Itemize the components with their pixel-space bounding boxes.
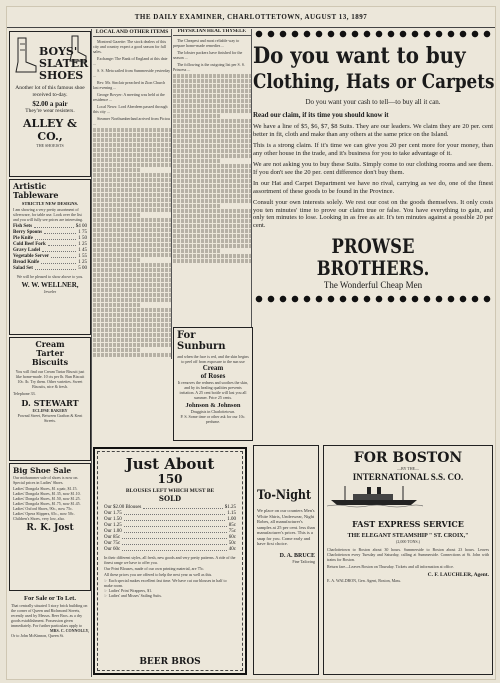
- tableware-item-name: Berry Spoons: [13, 230, 43, 235]
- sunburn-title: [177, 330, 249, 352]
- blouse-price: $1.25: [224, 505, 236, 510]
- illegible-text-line: [93, 308, 171, 312]
- leader-dots: [48, 242, 76, 246]
- illegible-text-line: [93, 193, 171, 197]
- illegible-text-line: [93, 128, 171, 132]
- sale-item: Ladies' Opera Slippers, 65c., now 50c.: [13, 511, 75, 516]
- illegible-text-line: [93, 293, 171, 297]
- newspaper-page: [6, 6, 496, 680]
- boston-body2: Return fare—Leaves Boston on Thursday. Tickets and all information at office.: [327, 564, 454, 569]
- boys-ad-line1: BOYS': [39, 45, 78, 58]
- for-sale-addr: Or to John McKinnon, Queen St.: [11, 633, 64, 638]
- illegible-text-line: [173, 134, 251, 138]
- tonight-body: We place on our counters Men's White Shirts, Underwear, Night Robes, all manufacturer's samples at 25 per cent. less than manufacturer's prices. This is a snap for you. Come early and have first choice.: [257, 508, 315, 546]
- illegible-text-line: [93, 303, 140, 307]
- tonight-title: To-Night: [257, 488, 312, 503]
- blouse-special-item: ☞ Each special makes excellent fast time. We have cut our blouses in half to make room.: [104, 578, 227, 588]
- illegible-text-line: [173, 94, 251, 98]
- sale-item: Ladies' Oxford Shoes, 90c., now 75c.: [13, 506, 73, 511]
- physician-heading: PHYSICIAN HEAL THYSELF.: [173, 29, 251, 36]
- cream-body: You will find our Cream Tartar Biscuit just like home-made. 10 cts per lb. Bun Biscuit 10c. lb. Try them. Other varieties. Sweet Biscuits, nice & fresh.: [15, 369, 85, 389]
- illegible-text-line: [93, 273, 171, 277]
- sunburn-body: It removes the redness and soothes the skin, and by its healing qualities prevents irritation. A 25 cent bottle will last you all summer. Price 25 cents.: [177, 380, 249, 400]
- blouse-price: 75c: [228, 529, 236, 534]
- prowse-ad: [253, 29, 493, 437]
- illegible-text-line: [93, 258, 140, 262]
- tonight-firm: D. A. BRUCE: [279, 552, 315, 559]
- illegible-text-line: [93, 158, 171, 162]
- illegible-text-line: [173, 119, 251, 123]
- article-paragraph: S. S. Meta sailed from Summerside yesterday ...: [93, 68, 171, 78]
- illegible-text-line: [93, 278, 171, 282]
- tableware-closing: We will be pleased to show above to you.: [16, 274, 84, 279]
- illegible-text-line: [93, 343, 171, 347]
- sale-firm: R. K. Jost: [26, 523, 74, 533]
- sunburn-product-1: Cream: [202, 364, 224, 372]
- cream-address: Pownal Street, Between Grafton & Kent Streets.: [17, 413, 83, 423]
- tableware-item-price: 1 45: [78, 248, 87, 253]
- prowse-headline-2: Clothing, Hats or Carpets: [253, 69, 495, 93]
- illegible-text-line: [173, 144, 251, 148]
- illegible-text-line: [93, 178, 171, 182]
- leader-dots: [34, 224, 74, 228]
- tableware-item-price: 1 50: [78, 236, 87, 241]
- tableware-item-price: $4 00: [75, 224, 87, 229]
- ornament-dots-bottom: [253, 294, 493, 304]
- boys-ad-line3: SHOES: [39, 69, 84, 82]
- illegible-text-line: [93, 298, 171, 302]
- illegible-text-line: [93, 268, 171, 272]
- tableware-title: [13, 182, 87, 200]
- boys-ad-firm: ALLEY & CO.,: [22, 117, 77, 143]
- illegible-text-line: [173, 114, 220, 118]
- blouse-price: 60c: [228, 535, 236, 540]
- local-items-text: [93, 39, 171, 126]
- blouse-label: Our 1.50: [104, 517, 122, 522]
- illegible-text-line: [173, 259, 251, 263]
- illegible-text-line: [93, 328, 171, 332]
- illegible-text-line: [173, 179, 251, 183]
- illegible-text-line: [173, 159, 220, 163]
- boys-ad-body: Another lot of this famous shoe received to-day.: [15, 85, 85, 98]
- illegible-text-line: [93, 313, 171, 317]
- cream-title-2: Tarter: [36, 348, 64, 358]
- physician-filler: [173, 74, 251, 263]
- blouse-special-item: ☞ Ladies' Print Wrappers, $1.: [104, 588, 153, 593]
- illegible-text-line: [173, 149, 251, 153]
- illegible-text-line: [173, 239, 251, 243]
- illegible-text-line: [173, 104, 251, 108]
- boston-tons: (2,000 TONS.): [396, 539, 420, 544]
- illegible-text-line: [93, 243, 171, 247]
- illegible-text-line: [173, 254, 251, 258]
- blouse-price: 85c: [228, 523, 236, 528]
- sunburn-product: [177, 364, 249, 380]
- blouse-price: 1.15: [227, 511, 236, 516]
- cream-firm2: ECLIPSE BAKERY: [32, 408, 68, 413]
- prowse-headline-1: Do you want to buy: [253, 43, 466, 69]
- tableware-role: Jeweler: [43, 289, 57, 294]
- boys-ad-note: They're wear resisters.: [25, 108, 75, 114]
- cream-firm: D. STEWART: [21, 398, 79, 408]
- tonight-ad: [253, 445, 319, 675]
- boston-by: —BY THE—: [396, 466, 420, 471]
- illegible-text-line: [173, 199, 251, 203]
- article-paragraph: Local News: Lord Aberdeen passed through this city ...: [93, 104, 168, 114]
- tableware-item-price: 1 75: [78, 230, 87, 235]
- illegible-text-line: [173, 169, 251, 173]
- for-sale-title: For Sale or To Let.: [24, 595, 76, 602]
- column-physician: [173, 29, 252, 329]
- sunburn-title-1: For: [177, 330, 196, 341]
- illegible-text-line: [93, 348, 140, 352]
- big-shoe-sale-ad: [9, 463, 91, 591]
- prowse-claim: Read our claim, if its time you should know it: [253, 111, 389, 119]
- leader-dots: [42, 248, 76, 252]
- blouse-label: Our 85c: [104, 535, 121, 540]
- illegible-text-line: [173, 234, 251, 238]
- boston-company: INTERNATIONAL S.S. CO.: [352, 472, 464, 482]
- tableware-price-list: [13, 224, 87, 272]
- leader-dots: [51, 254, 76, 258]
- illegible-text-line: [93, 213, 140, 217]
- tableware-item-price: 5 00: [78, 266, 87, 271]
- illegible-text-line: [173, 214, 251, 218]
- boston-body: Charlottetown to Boston about 30 hours. Summerside to Boston about 23 hours. Leaves Charlottetown every Tuesday and Saturday, calling at Summerside. Connections at St. John with trains for Boston.: [327, 547, 489, 562]
- illegible-text-line: [173, 189, 251, 193]
- article-paragraph: Steamer Northumberland arrived from Pictou ...: [93, 116, 170, 126]
- for-sale-body: That centrally situated 3 story brick building on the corner of Queen and Richmond Streets, recently used by Messrs. Beer Bros. as a dry goods establishment. Possession given immediately. For further particulars apply to: [11, 603, 88, 628]
- sale-title: Big Shoe Sale: [13, 466, 72, 475]
- prowse-para-3: We are not asking you to buy these Suits. Simply come to our clothing rooms and see them. If you don't see the 20 per. cent difference don't buy them.: [253, 161, 493, 176]
- cream-phone: Telephone 33.: [13, 391, 36, 396]
- tableware-item: [13, 266, 87, 272]
- tableware-item-name: Cold Beef Fork: [13, 242, 46, 247]
- illegible-text-line: [93, 228, 171, 232]
- illegible-text-line: [93, 238, 171, 242]
- illegible-text-line: [93, 323, 171, 327]
- sale-item: Ladies' Dongola Shoes, $1 a pair, $1.15.: [13, 486, 78, 491]
- prowse-question: Do you want your cash to tell—to buy all it can.: [305, 98, 441, 106]
- illegible-text-line: [173, 109, 251, 113]
- sale-item: Ladies' Dongola Shoes, $1.35, now $1.10.: [13, 491, 81, 496]
- illegible-text-line: [93, 133, 171, 137]
- ornament-dots-top: [253, 29, 493, 39]
- blouse-price: 50c: [228, 541, 236, 546]
- boys-ad-tag: THE SHOEISTS: [36, 143, 64, 148]
- illegible-text-line: [93, 163, 171, 167]
- sunburn-intro: and when the face is red, and the skin begins to peel off from exposure to the sun use: [177, 354, 249, 364]
- tableware-item-price: 1 25: [78, 260, 87, 265]
- illegible-text-line: [173, 124, 251, 128]
- illegible-text-line: [93, 188, 171, 192]
- illegible-text-line: [93, 248, 171, 252]
- tableware-title-2: Tableware: [13, 190, 59, 200]
- tableware-item-price: 1 55: [78, 254, 87, 259]
- illegible-text-line: [93, 338, 171, 342]
- steamship-illustration-icon: [327, 484, 423, 508]
- article-paragraph: The following is the outgoing list per S. S. Princess ...: [173, 62, 245, 72]
- tableware-item-name: Vegetable Server: [13, 254, 50, 259]
- illegible-text-line: [173, 219, 251, 223]
- illegible-text-line: [93, 288, 171, 292]
- sunburn-ad: [173, 327, 253, 441]
- illegible-text-line: [93, 208, 171, 212]
- article-paragraph: Rev. Mr. Sinclair preached in Zion Church last evening ...: [93, 80, 166, 90]
- prowse-tag: The Wonderful Cheap Men: [323, 280, 423, 290]
- illegible-text-line: [93, 198, 171, 202]
- illegible-text-line: [173, 164, 251, 168]
- prowse-para-2: This is a strong claim. If it's time we can give you 20 per cent more for your money, than any other house in the trade, and it's business for you to take advantage of it.: [253, 142, 493, 157]
- illegible-text-line: [93, 333, 171, 337]
- just-about-title: Just About: [125, 455, 215, 473]
- illegible-text-line: [93, 223, 171, 227]
- boys-ad-line2: SLATER: [39, 57, 89, 70]
- just-about-ad: [93, 447, 247, 675]
- illegible-text-line: [93, 263, 171, 267]
- boot-illustration-icon: [12, 36, 38, 76]
- cream-title: [13, 340, 87, 367]
- prowse-para-5: Consult your own interests solely. We rest our cost on the goods themselves. It only costs you ten minutes' time to prove our claim true or false. You have everything to gain, and only ten minutes to lose. Looking in as free as air. It's ten minutes against a possible 20 per cent.: [253, 199, 493, 229]
- blouse-label: Our $2.00 Blouses: [104, 505, 142, 510]
- just-about-note3: All these prices you are offered to help the next year as well as this.: [104, 572, 213, 577]
- column-left-ads: [9, 29, 92, 677]
- illegible-text-line: [93, 353, 171, 357]
- boston-title: FOR BOSTON: [353, 450, 463, 466]
- tableware-item-name: Fish Sets: [13, 224, 33, 229]
- physician-text: [173, 38, 251, 72]
- illegible-text-line: [173, 204, 220, 208]
- sunburn-note: P. S. Some time or other ask for our 10c. perfume.: [180, 414, 246, 424]
- sale-item: Children's Shoes, very low, also.: [13, 516, 66, 521]
- illegible-text-line: [173, 129, 251, 133]
- cream-tarter-ad: [9, 337, 91, 461]
- article-paragraph: Exchange: The Bank of England at this date ...: [93, 56, 168, 66]
- illegible-text-line: [93, 138, 171, 142]
- article-paragraph: Montreal Gazette: The stock dealers of this city and country expect a good season for fall sales.: [93, 39, 167, 54]
- ad-border-ornament: [97, 451, 243, 671]
- article-paragraph: George Bovyer: A meeting was held at the residence ...: [93, 92, 165, 102]
- sunburn-role: Druggists in Charlottetown.: [190, 409, 236, 414]
- blouse-price: 40c: [228, 547, 236, 552]
- blouse-label: Our 1.75: [104, 511, 122, 516]
- tableware-firm: W. W. WELLNER,: [21, 281, 79, 289]
- article-paragraph: The lobster packers have finished for the season ...: [173, 50, 243, 60]
- illegible-text-line: [93, 173, 171, 177]
- just-about-subtitle: BLOUSES LEFT WHICH MUST BE: [125, 488, 215, 494]
- tableware-body: I am showing a very pretty assortment of silverware, for table use. Look over the list and you will fully see prices are interesting.: [13, 207, 83, 222]
- illegible-text-line: [173, 249, 220, 253]
- illegible-text-line: [173, 209, 251, 213]
- just-about-firm: BEER BROS: [139, 657, 201, 667]
- illegible-text-line: [93, 143, 171, 147]
- boys-ad-price: $2.00 a pair: [32, 100, 68, 108]
- illegible-text-line: [173, 154, 251, 158]
- illegible-text-line: [93, 168, 140, 172]
- illegible-text-line: [93, 148, 171, 152]
- tonight-role: Fine Tailoring: [292, 558, 315, 564]
- sale-items: [13, 486, 87, 521]
- illegible-text-line: [93, 253, 171, 257]
- leader-dots: [35, 236, 76, 240]
- illegible-text-line: [93, 183, 171, 187]
- blouse-label: Our 1.25: [104, 523, 122, 528]
- illegible-text-line: [173, 244, 251, 248]
- tableware-ad: [9, 179, 91, 335]
- blouse-special-item: ☞ Ladies' and Misses' Sailing Suits.: [104, 593, 162, 598]
- just-about-note1: In their different styles, all fresh, new goods and very pretty patterns. A ride of the finest range we have to offer you.: [104, 555, 236, 565]
- illegible-text-line: [93, 218, 171, 222]
- illegible-text-line: [173, 99, 251, 103]
- boston-service: FAST EXPRESS SERVICE: [352, 519, 464, 529]
- cream-title-1: Cream: [35, 339, 65, 349]
- illegible-text-line: [173, 84, 251, 88]
- prowse-para-1: We have a line of $5, $6, $7, $8 Suits. They are our leaders. We claim they are 20 per. cent better in fit, cloth and make than any others at the same price on the Island.: [253, 123, 493, 138]
- tableware-title-1: Artistic: [13, 181, 47, 191]
- leader-dots: [35, 266, 76, 270]
- just-about-sold: SOLD: [158, 494, 182, 503]
- illegible-text-line: [173, 184, 251, 188]
- boot-illustration-icon: [68, 34, 88, 64]
- leader-dots: [41, 260, 76, 264]
- illegible-text-line: [93, 318, 171, 322]
- local-items-filler: [93, 128, 171, 357]
- for-sale-notice: [9, 593, 91, 640]
- blouse-price: 1.00: [227, 517, 236, 522]
- tableware-item-name: Gravy Ladel: [13, 248, 41, 253]
- tableware-item-price: 1 25: [78, 242, 87, 247]
- illegible-text-line: [173, 194, 251, 198]
- boston-ad: [323, 445, 493, 675]
- column-local-items: [93, 29, 172, 359]
- prowse-para-4: In our Hat and Carpet Department we have no rival, carrying as we do, one of the finest assortment of these goods to be found in the Province.: [253, 180, 493, 195]
- illegible-text-line: [93, 283, 171, 287]
- illegible-text-line: [173, 139, 251, 143]
- boston-agent: C. F. LAUCHLER, Agent.: [427, 572, 489, 578]
- tableware-item-name: Salad Set: [13, 266, 33, 271]
- illegible-text-line: [93, 153, 171, 157]
- boston-agent2: E. A. WALDRON, Gen. Agent, Boston, Mass.: [327, 578, 402, 583]
- sale-item: Ladies' Dongola Shoes, $1.50, now $1.25.: [13, 496, 81, 501]
- article-paragraph: The Cheapest and most reliable way to prepare home-made remedies ...: [173, 38, 240, 48]
- masthead: THE DAILY EXAMINER, CHARLOTTETOWN, AUGUST 13, 1897: [7, 7, 495, 28]
- blouse-label: Our 60c: [104, 547, 121, 552]
- blouse-label: Our 75c: [104, 541, 121, 546]
- boston-steamer: THE ELEGANT STEAMSHIP " ST. CROIX,": [347, 533, 469, 539]
- leader-dots: [44, 230, 76, 234]
- illegible-text-line: [173, 174, 251, 178]
- boys-shoes-ad: [9, 31, 91, 177]
- illegible-text-line: [173, 74, 251, 78]
- for-sale-sig: MRS. C. CONNOLLY,: [49, 628, 89, 633]
- sale-item: Ladies' Dongola Shoes, $1.75, now $1.45.: [13, 501, 81, 506]
- illegible-text-line: [93, 233, 171, 237]
- tableware-subtitle: STRICTLY NEW DESIGNS.: [21, 201, 79, 206]
- tableware-item-name: Bread Knife: [13, 260, 40, 265]
- just-about-note2: Our Print Blouses, made of our own printing material, are 75c.: [104, 566, 205, 571]
- sale-body: Our midsummer sale of shoes is now on. Special prices in Ladies' Shoes.: [13, 475, 79, 485]
- local-items-heading: LOCAL AND OTHER ITEMS: [93, 29, 171, 37]
- illegible-text-line: [173, 89, 251, 93]
- cream-title-3: Biscuits: [31, 357, 69, 367]
- blouse-label: Our 1.00: [104, 529, 122, 534]
- illegible-text-line: [173, 79, 251, 83]
- prowse-firm: PROWSE BROTHERS.: [316, 234, 430, 280]
- illegible-text-line: [93, 203, 171, 207]
- illegible-text-line: [173, 224, 251, 228]
- sunburn-firm: Johnson & Johnson: [185, 402, 241, 409]
- illegible-text-line: [173, 229, 251, 233]
- tableware-item-name: Pie Knife: [13, 236, 33, 241]
- just-about-count: 150: [157, 472, 183, 486]
- sunburn-title-2: Sunburn: [177, 341, 226, 352]
- sunburn-product-2: of Roses: [200, 372, 226, 380]
